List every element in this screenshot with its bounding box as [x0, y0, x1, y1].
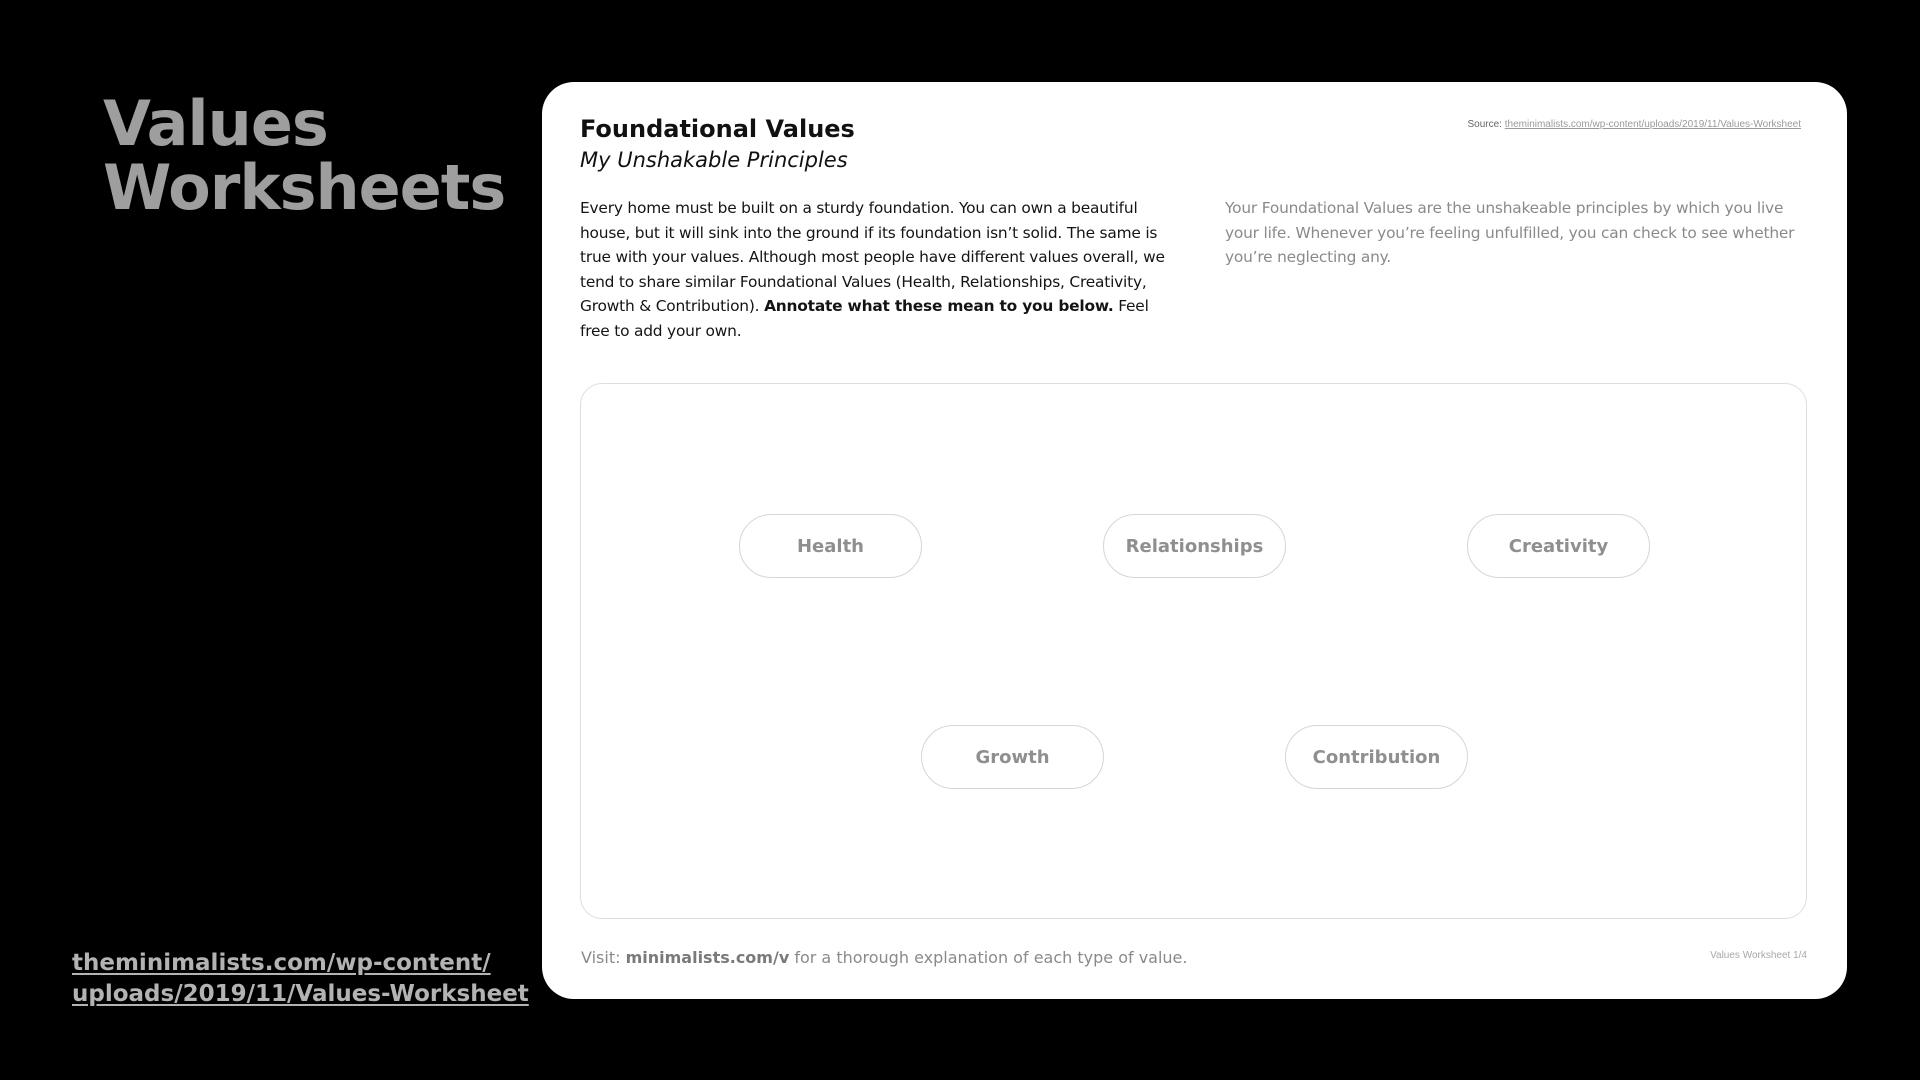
source-link-line-1[interactable]: theminimalists.com/wp-content/ [72, 950, 491, 976]
page-number: Values Worksheet 1/4 [1710, 950, 1807, 961]
source-label: Source: [1467, 119, 1502, 130]
source-link-line-2[interactable]: uploads/2019/11/Values-Worksheet [72, 981, 529, 1007]
value-pill-contribution[interactable]: Contribution [1285, 725, 1468, 789]
source-url-link[interactable]: theminimalists.com/wp-content/uploads/2019/11/Values-Worksheet [1504, 119, 1801, 130]
intro-text: Every home must be built on a sturdy foundation. You can own a beautiful house, but it will sink into the ground if its foundation isn’t solid. The same is true with your values. Although most people have different values overall, we tend to share similar Foundational Values (Health, Relationships, Creativity, Growth & Contribution). [580, 199, 1165, 315]
value-pill-relationships[interactable]: Relationships [1103, 514, 1286, 578]
side-note: Your Foundational Values are the unshakeable principles by which you live your life. Whenever you’re feeling unfulfilled, you can check to see whether you’re neglecting any. [1225, 199, 1795, 266]
intro-paragraph [580, 196, 1180, 343]
worksheet-card [542, 82, 1847, 999]
worksheet-source [1467, 119, 1801, 130]
worksheet-title: Foundational Values [580, 115, 855, 143]
value-pill-growth[interactable]: Growth [921, 725, 1104, 789]
slide-title [103, 87, 506, 224]
value-pill-health[interactable]: Health [739, 514, 922, 578]
value-pill-creativity[interactable]: Creativity [1467, 514, 1650, 578]
footer-visit-link[interactable]: minimalists.com/v [625, 948, 790, 967]
footer-visit [581, 948, 1187, 967]
source-link[interactable] [72, 948, 529, 1010]
intro-tail: Feel free to add your own. [580, 297, 1149, 340]
footer-visit-text: for a thorough explanation of each type of value. [794, 948, 1188, 967]
worksheet-subtitle: My Unshakable Principles [580, 148, 848, 172]
footer-visit-label: Visit: [581, 948, 621, 967]
values-panel [580, 383, 1807, 919]
slide-title-line-1: Values [103, 87, 328, 160]
intro-instruction: Annotate what these mean to you below. [764, 297, 1114, 315]
slide-title-line-2: Worksheets [103, 151, 506, 224]
